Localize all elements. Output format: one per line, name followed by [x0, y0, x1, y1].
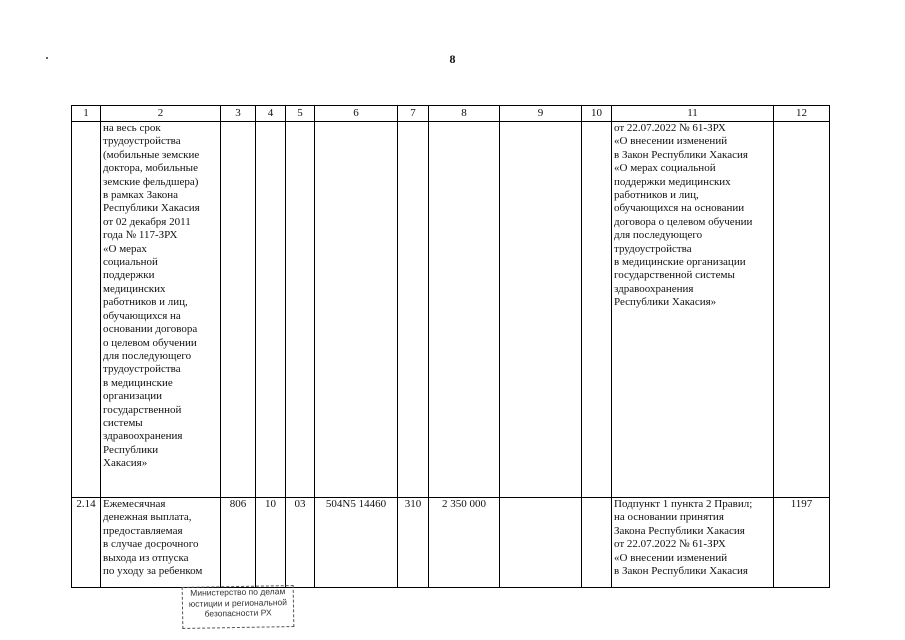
text-line: социальной: [103, 256, 158, 269]
text-line: Подпункт 1 пункта 2 Правил;: [614, 498, 753, 510]
text-line: работников и лиц,: [614, 189, 699, 202]
budget-table: [71, 105, 830, 588]
table-cell: [315, 122, 398, 498]
text-line: от 22.07.2022 № 61-ЗРХ: [614, 538, 726, 551]
text-line: (мобильные земские: [103, 148, 200, 161]
header-cell: 8: [429, 106, 500, 122]
header-cell: 11: [612, 106, 774, 122]
text-line: на весь срок: [103, 122, 161, 134]
text-line: основании договора: [103, 323, 198, 336]
table-cell: [774, 122, 830, 498]
text-line: денежная выплата,: [103, 511, 192, 524]
text-line: Хакасия»: [103, 457, 148, 470]
page-number: 8: [449, 52, 456, 66]
text-line: системы: [103, 416, 143, 429]
text-line: доктора, мобильные: [103, 162, 198, 175]
amount-cell: 2 350 000: [429, 498, 500, 588]
text-line: трудоустройства: [614, 242, 692, 255]
text-line: Закона Республики Хакасия: [614, 524, 745, 537]
header-cell: 3: [221, 106, 256, 122]
text-line: года № 117-ЗРХ: [103, 229, 178, 242]
code-cell: 1197: [774, 498, 830, 588]
text-line: в случае досрочного: [103, 538, 199, 551]
text-line: работников и лиц,: [103, 296, 188, 309]
stamp-line: безопасности РХ: [204, 607, 272, 619]
text-line: государственной: [103, 403, 182, 416]
expense-type-cell: 310: [398, 498, 429, 588]
header-cell: 9: [500, 106, 582, 122]
table-cell: [429, 122, 500, 498]
text-line: Республики Хакасия»: [614, 296, 717, 309]
table-cell: [500, 498, 582, 588]
text-line: медицинских: [103, 282, 166, 295]
text-line: здравоохранения: [614, 282, 694, 295]
header-cell: 4: [256, 106, 286, 122]
text-line: «О внесении изменений: [614, 551, 728, 564]
table-row: [72, 122, 830, 498]
text-line: для последующего: [614, 229, 703, 242]
table-cell: [286, 122, 315, 498]
text-line: Ежемесячная: [103, 498, 166, 510]
stamp-line: юстиции и региональной: [188, 596, 288, 609]
text-line: в рамках Закона: [103, 189, 179, 202]
stamp-line: Министерство по делам: [190, 586, 286, 598]
text-line: о целевом обучении: [103, 336, 197, 349]
text-line: от 02 декабря 2011: [103, 215, 191, 228]
table-cell: [582, 498, 612, 588]
text-line: в Закон Республики Хакасия: [614, 148, 748, 161]
header-cell: 12: [774, 106, 830, 122]
target-article-cell: 504N5 14460: [315, 498, 398, 588]
text-line: земские фельдшера): [103, 175, 199, 188]
header-cell: 1: [72, 106, 101, 122]
table-cell: [72, 122, 101, 498]
legal-basis-cell: [612, 498, 774, 588]
text-line: поддержки медицинских: [614, 175, 731, 188]
text-line: государственной системы: [614, 269, 735, 282]
text-line: для последующего: [103, 349, 192, 362]
text-line: здравоохранения: [103, 430, 183, 443]
row-number-cell: 2.14: [72, 498, 101, 588]
text-line: организации: [103, 390, 163, 403]
text-line: Республики: [103, 443, 159, 456]
text-line: в медицинские организации: [614, 256, 746, 269]
text-line: трудоустройства: [103, 135, 181, 148]
header-cell: 6: [315, 106, 398, 122]
header-cell: 7: [398, 106, 429, 122]
ministry-code-cell: 806: [221, 498, 256, 588]
table-cell: [221, 122, 256, 498]
text-line: в Закон Республики Хакасия: [614, 565, 748, 578]
description-cell: [101, 122, 221, 498]
text-line: на основании принятия: [614, 511, 724, 524]
table-cell: [398, 122, 429, 498]
text-line: обучающихся на: [103, 309, 181, 322]
text-line: «О внесении изменений: [614, 135, 728, 148]
subsection-code-cell: 03: [286, 498, 315, 588]
text-line: предоставляемая: [103, 524, 183, 537]
table-cell: [256, 122, 286, 498]
text-line: обучающихся на основании: [614, 202, 745, 215]
text-line: от 22.07.2022 № 61-ЗРХ: [614, 122, 726, 134]
description-cell: [101, 498, 221, 588]
text-line: договора о целевом обучении: [614, 215, 753, 228]
header-cell: 10: [582, 106, 612, 122]
table-cell: [500, 122, 582, 498]
text-line: поддержки: [103, 269, 155, 282]
section-code-cell: 10: [256, 498, 286, 588]
text-line: трудоустройства: [103, 363, 181, 376]
table-cell: [582, 122, 612, 498]
registration-stamp: [182, 585, 295, 629]
text-line: «О мерах: [103, 242, 147, 255]
text-line: по уходу за ребенком: [103, 565, 203, 578]
table-row: [72, 498, 830, 588]
legal-basis-cell: [612, 122, 774, 498]
text-line: Республики Хакасия: [103, 202, 200, 215]
header-cell: 2: [101, 106, 221, 122]
text-line: выхода из отпуска: [103, 551, 189, 564]
text-line: в медицинские: [103, 376, 173, 389]
header-cell: 5: [286, 106, 315, 122]
text-line: «О мерах социальной: [614, 162, 716, 175]
table-header-row: [72, 106, 830, 122]
